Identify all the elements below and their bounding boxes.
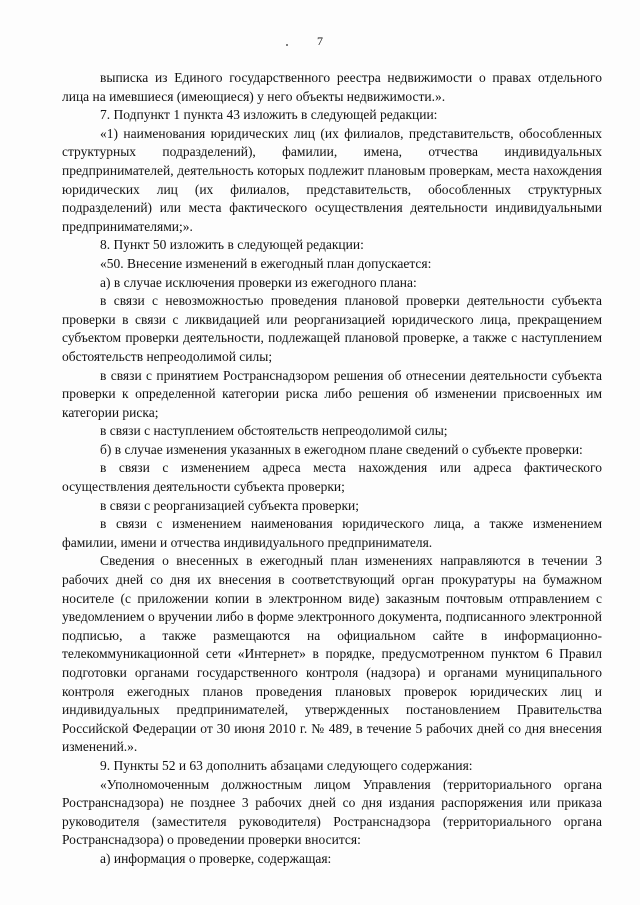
paragraph: 7. Подпункт 1 пункта 43 изложить в следующей редакции:: [100, 107, 438, 123]
page-number: 7: [317, 34, 323, 48]
paragraph: в связи с изменением адреса места нахождения или адреса фактического осуществления деятельности субъекта проверки;: [62, 460, 602, 495]
paragraph: «50. Внесение изменений в ежегодный план допускается:: [100, 255, 432, 271]
paragraph: Сведения о внесенных в ежегодный план изменениях направляются в течении 3 рабочих дней со дня их внесения в соответствующий орган прокуратуры на бумажном носителе (с приложении копии в электронном виде) заказным почтовым отправлением с уведомлением о вручении либо в форме электронного документа, подписанного электронной подписью, а также размещаются на официальном сайте в информационно-телекоммуникационной сети «Интернет» в порядке, предусмотренном пунктом 6 Правил подготовки органами государственного контроля (надзора) и органами муниципального контроля ежегодных планов проведения плановых проверок юридических лиц и индивидуальных предпринимателей, утвержденных постановлением Правительства Российской Федерации от 30 июня 2010 г. № 489, в течение 5 рабочих дней со дня внесения изменений.».: [62, 553, 602, 755]
paragraph: 8. Пункт 50 изложить в следующей редакции:: [100, 237, 364, 253]
paragraph: выписка из Единого государственного реестра недвижимости о правах отдельного лица на имевшиеся (имеющиеся) у него объекты недвижимости.».: [62, 70, 602, 104]
paragraph: «1) наименования юридических лиц (их филиалов, представительств, обособленных структурных подразделений), фамилии, имена, отчества индивидуальных предпринимателей, деятельность которых подлежит плановым проверкам, места нахождения юридических лиц (их филиалов, представительств, обособленных структурных подразделений) или места фактического осуществления деятельности индивидуальными предпринимателями;».: [62, 125, 602, 234]
paragraph: в связи с принятием Ространснадзором решения об отнесении деятельности субъекта проверки к определенной категории риска либо решения об изменении присвоенных им категории риска;: [62, 367, 602, 420]
paragraph: в связи с реорганизацией субъекта проверки;: [100, 497, 360, 513]
paragraph: в связи с наступлением обстоятельств непреодолимой силы;: [100, 423, 448, 439]
paragraph: «Уполномоченным должностным лицом Управления (территориального органа Ространснадзора) не позднее 3 рабочих дней со дня издания распоряжения или приказа руководителя (заместителя руководителя) Ространснадзора (территориального органа Ространснадзора) о проведении проверки вносится:: [62, 776, 602, 848]
document-body: [62, 69, 602, 869]
paragraph: 9. Пункты 52 и 63 дополнить абзацами следующего содержания:: [100, 757, 473, 773]
paragraph: а) информация о проверке, содержащая:: [100, 850, 332, 866]
paragraph: в связи с изменением наименования юридического лица, а также изменением фамилии, имени и отчества индивидуального предпринимателя.: [62, 516, 602, 550]
paragraph: а) в случае исключения проверки из ежегодного плана:: [100, 274, 417, 290]
paragraph: в связи с невозможностью проведения плановой проверки деятельности субъекта проверки в связи с ликвидацией или реорганизацией юридического лица, прекращением субъектом проверки деятельности, подлежащей плановой проверке, а также с наступлением обстоятельств непреодолимой силы;: [62, 293, 602, 364]
scan-speck: [286, 44, 288, 46]
paragraph: б) в случае изменения указанных в ежегодном плане сведений о субъекте проверки:: [100, 441, 583, 457]
